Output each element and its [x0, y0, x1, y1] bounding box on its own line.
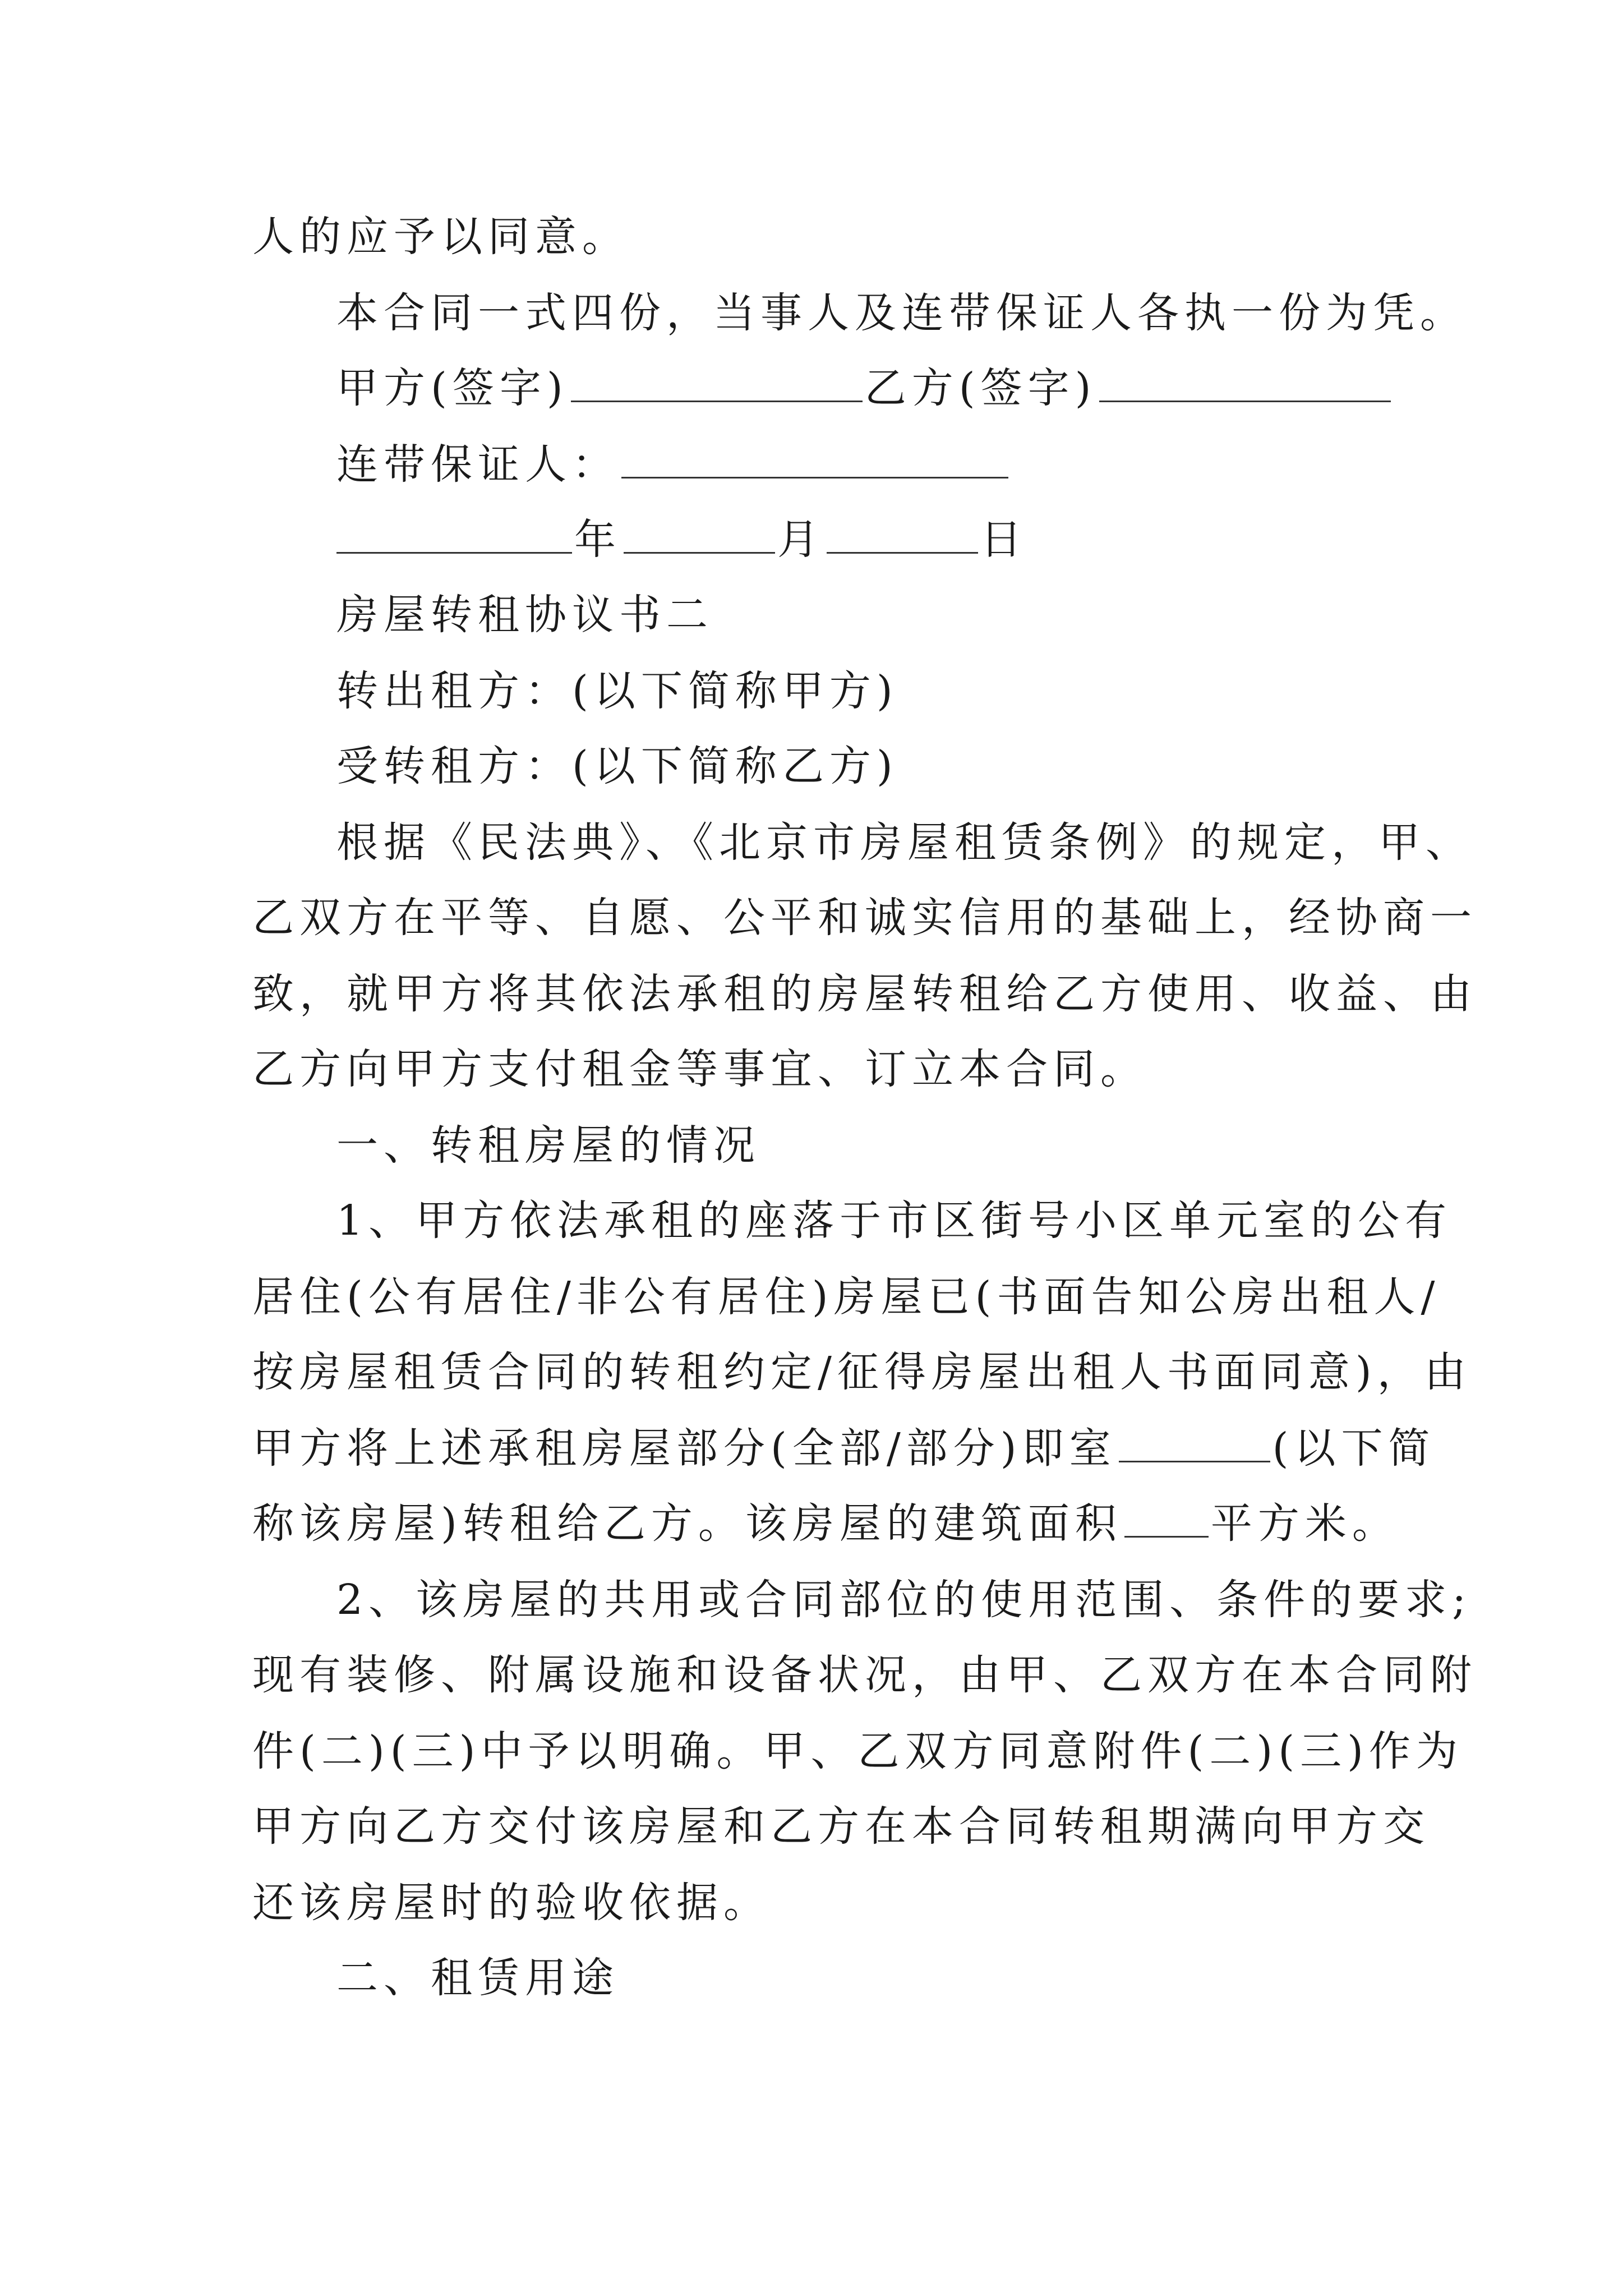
- guarantor-line: [336, 438, 1011, 491]
- text-line: 受转租方：(以下简称乙方): [336, 742, 898, 790]
- party-b-signature-label: 乙方(签字): [864, 364, 1097, 412]
- text-line: [252, 1497, 1399, 1550]
- room-blank: [1119, 1427, 1270, 1462]
- text-line: [252, 1421, 1436, 1475]
- text-line: 甲方向乙方交付该房屋和乙方在本合同转租期满向甲方交: [252, 1802, 1430, 1851]
- section-heading: 一、转租房屋的情况: [336, 1121, 760, 1170]
- text-line: 居住(公有居住/非公有居住)房屋已(书面告知公房出租人/: [252, 1273, 1441, 1321]
- signature-line: [336, 361, 1393, 415]
- text-line: 乙方向甲方支付租金等事宜、订立本合同。: [252, 1045, 1147, 1093]
- section-heading: 二、租赁用途: [336, 1954, 619, 2002]
- text-line: 2、该房屋的共用或合同部位的使用范围、条件的要求;: [336, 1576, 1472, 1624]
- guarantor-blank: [621, 443, 1008, 478]
- text-line: 现有装修、附属设施和设备状况，由甲、乙双方在本合同附: [252, 1651, 1477, 1699]
- text-fragment: 平方米。: [1210, 1499, 1399, 1548]
- year-label: 年: [574, 516, 621, 564]
- text-line: 1、甲方依法承租的座落于市区街号小区单元室的公有: [336, 1197, 1453, 1245]
- date-line: [336, 513, 1027, 567]
- text-line: 转出租方：(以下简称甲方): [336, 667, 898, 715]
- text-fragment: (以下简: [1272, 1424, 1436, 1473]
- text-line: 致，就甲方将其依法承租的房屋转租给乙方使用、收益、由: [252, 970, 1477, 1018]
- text-line: 按房屋租赁合同的转租约定/征得房屋出租人书面同意)，由: [252, 1348, 1472, 1396]
- document-title: 房屋转租协议书二: [336, 591, 713, 639]
- party-b-signature-blank: [1099, 367, 1391, 402]
- text-line: 本合同一式四份，当事人及连带保证人各执一份为凭。: [336, 289, 1467, 337]
- party-a-signature-label: 甲方(签字): [336, 364, 569, 412]
- day-blank: [827, 518, 978, 554]
- area-blank: [1124, 1502, 1209, 1538]
- text-line: 乙双方在平等、自愿、公平和诚实信用的基础上，经协商一: [252, 894, 1477, 942]
- year-blank: [336, 518, 572, 554]
- month-blank: [624, 518, 775, 554]
- text-line: 根据《民法典》、《北京市房屋租赁条例》的规定，甲、: [336, 818, 1473, 867]
- text-fragment: 甲方将上述承租房屋部分(全部/部分)即室: [252, 1424, 1117, 1473]
- text-fragment: 称该房屋)转租给乙方。该房屋的建筑面积: [252, 1499, 1122, 1548]
- text-line: 人的应予以同意。: [252, 213, 629, 261]
- day-label: 日: [980, 516, 1027, 564]
- party-a-signature-blank: [571, 367, 863, 402]
- text-line: 还该房屋时的验收依据。: [252, 1879, 771, 1927]
- guarantor-label: 连带保证人：: [336, 440, 619, 489]
- text-line: 件(二)(三)中予以明确。甲、乙双方同意附件(二)(三)作为: [252, 1727, 1463, 1775]
- month-label: 月: [777, 516, 824, 564]
